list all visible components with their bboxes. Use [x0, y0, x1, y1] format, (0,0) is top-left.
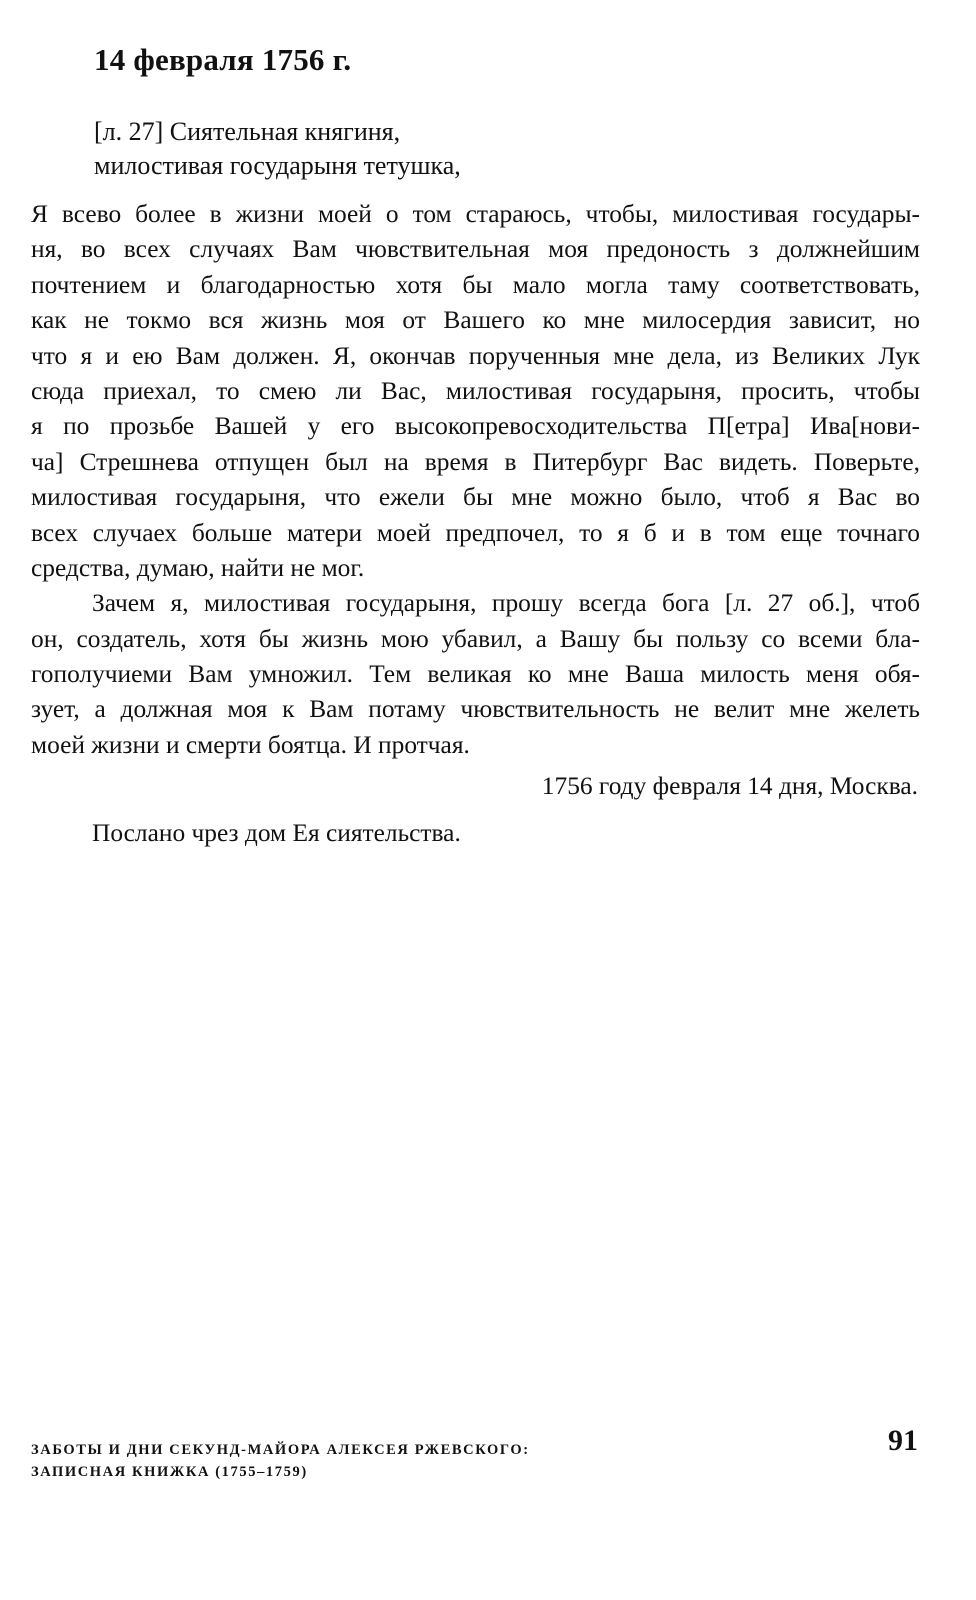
- paragraph-1: [31, 197, 920, 586]
- salutation-line-2: милостивая государыня тетушка,: [94, 151, 461, 180]
- delivery-note: Послано чрез дом Ея сиятельства.: [92, 819, 461, 847]
- text-line: гополучиеми Вам умножил. Тем великая ко мне Ваша милость меня обя-: [31, 660, 920, 689]
- paragraph-2: [31, 586, 920, 763]
- text-line: зует, а должная моя к Вам потаму чювствительность не велит мне желеть: [31, 695, 920, 724]
- text-line: ча] Стрешнева отпущен был на время в Питербург Вас видеть. Поверьте,: [31, 447, 920, 476]
- text-line: что я и ею Вам должен. Я, окончав порученныя мне дела, из Великих Лук: [31, 341, 920, 370]
- text-line: моей жизни и смерти боятца. И протчая.: [31, 730, 470, 759]
- text-line: средства, думаю, найти не мог.: [31, 553, 365, 582]
- footer-book-title: ЗАБОТЫ И ДНИ СЕКУНД-МАЙОРА АЛЕКСЕЯ РЖЕВСКОГО:: [31, 1442, 530, 1458]
- footer-book-subtitle: ЗАПИСНАЯ КНИЖКА (1755–1759): [31, 1464, 308, 1480]
- text-line: сюда приехал, то смею ли Вас, милостивая государыня, просить, чтобы: [31, 376, 920, 405]
- letter-date-heading: 14 февраля 1756 г.: [94, 42, 352, 77]
- page-number: 91: [888, 1424, 918, 1457]
- text-line: как не токмо вся жизнь моя от Вашего ко мне милосердия зависит, но: [31, 306, 920, 335]
- text-line: ня, во всех случаях Вам чювствительная моя предоность з должнейшим: [31, 235, 920, 264]
- running-footer: [31, 1439, 530, 1483]
- text-line: всех случаех больше матери моей предпочел, то я б и в том еще точнаго: [31, 518, 920, 547]
- text-line: милостивая государыня, что ежели бы мне можно было, чтоб я Вас во: [31, 483, 920, 512]
- letter-body: [31, 197, 920, 763]
- text-line: я по прозьбе Вашей у его высокопревосходительства П[етра] Ива[нови-: [31, 412, 920, 441]
- salutation-line-1: [л. 27] Сиятельная княгиня,: [94, 117, 401, 146]
- text-line: он, создатель, хотя бы жизнь мою убавил, а Вашу бы пользу со всеми бла-: [31, 624, 920, 653]
- letter-closing-date: 1756 году февраля 14 дня, Москва.: [541, 772, 918, 800]
- text-line: почтением и благодарностью хотя бы мало могла таму соответствовать,: [31, 270, 920, 299]
- text-line: Зачем я, милостивая государыня, прошу всегда бога [л. 27 об.], чтоб: [92, 589, 920, 618]
- salutation: [94, 115, 461, 183]
- text-line: Я всево более в жизни моей о том стараюсь, чтобы, милостивая государы-: [31, 200, 920, 228]
